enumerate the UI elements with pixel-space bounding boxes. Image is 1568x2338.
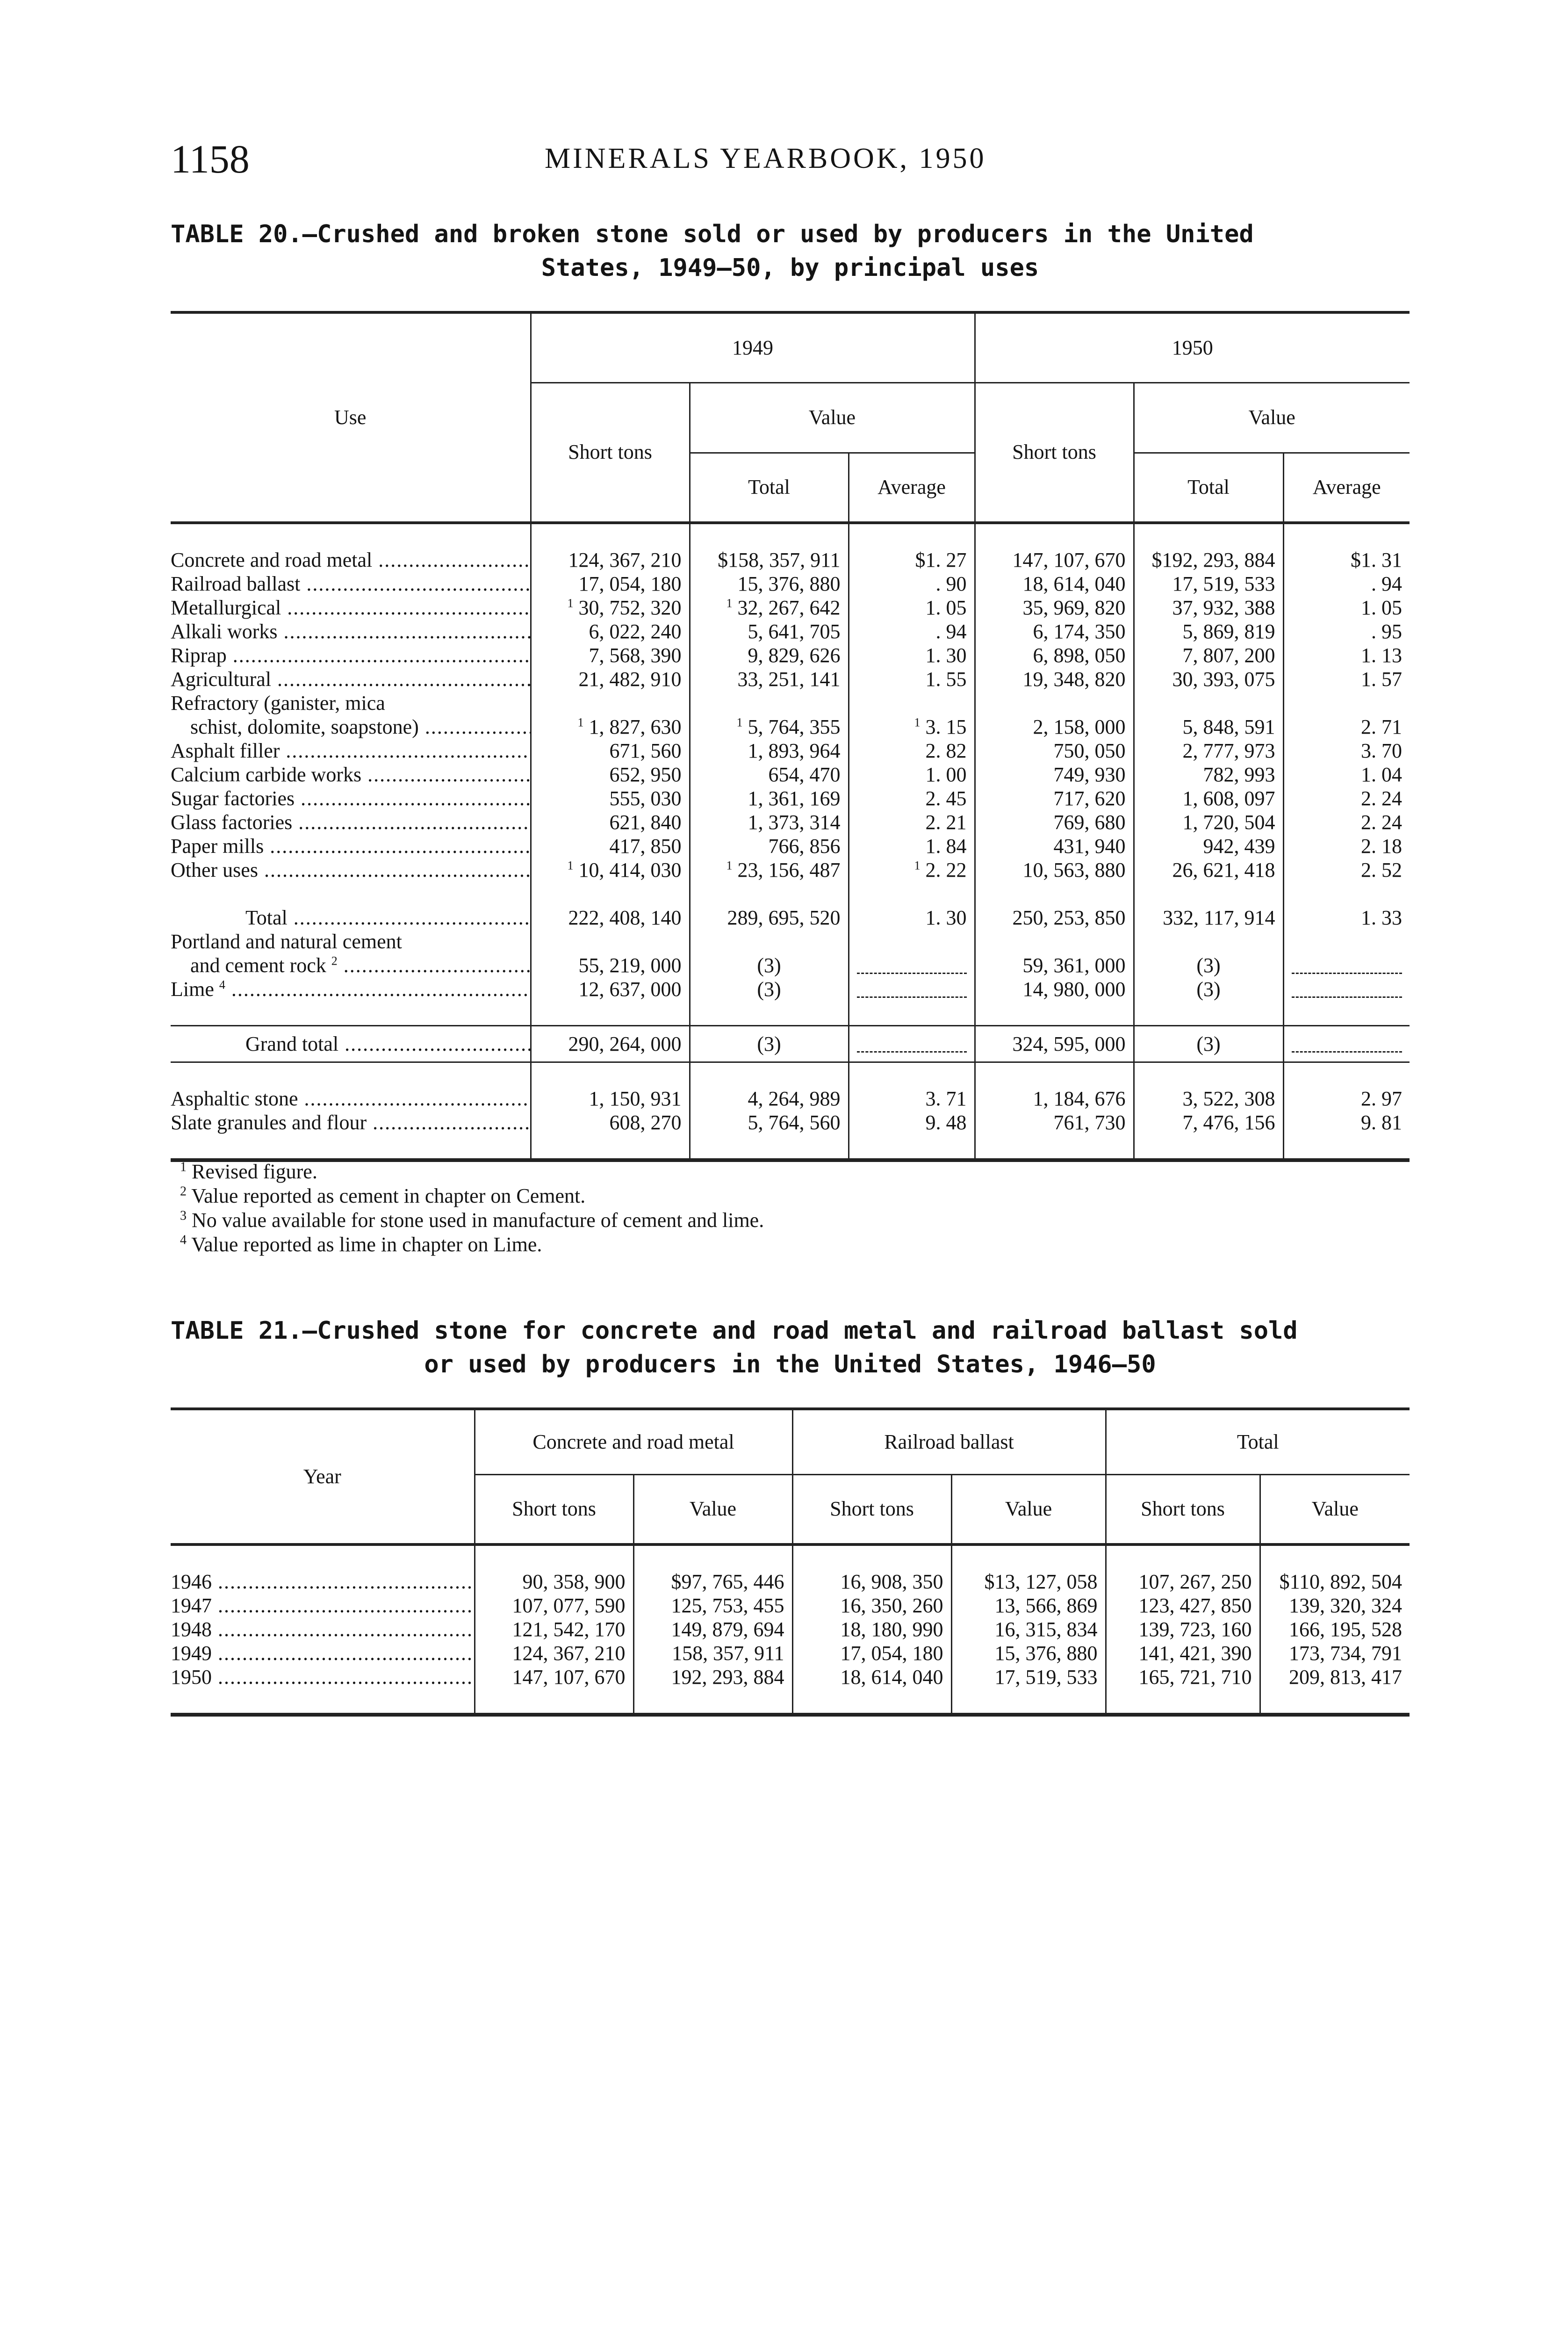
footnotes: [171, 1160, 764, 1257]
footnote-mark: 2: [331, 953, 338, 967]
value-total-1949: 1, 361, 169: [690, 787, 849, 810]
table-20-title-line-1: TABLE 20.—Crushed and broken stone sold or used by producers in the United: [171, 220, 1254, 248]
grand-total-label: Grand total .....: [245, 1032, 531, 1056]
value-total-1949-value: 23, 156, 487: [737, 858, 841, 881]
use-label: Other uses .....: [171, 859, 531, 882]
lime-label-text: Lime: [171, 977, 214, 1001]
tons-1950: 147, 107, 670: [975, 548, 1134, 572]
portland-label-continued: [190, 954, 531, 977]
header-year-1950: 1950: [975, 312, 1410, 382]
value-total-1949: (3): [690, 1026, 849, 1062]
tons-1949: 652, 950: [531, 763, 690, 787]
value-total-1950: 30, 393, 075: [1134, 667, 1283, 691]
tons-1949: 555, 030: [531, 787, 690, 810]
value-average-1949: 1. 00: [849, 763, 975, 787]
table-row-part-1: [171, 691, 1410, 715]
table-row: [171, 787, 1410, 810]
tons-1950: 750, 050: [975, 739, 1134, 763]
header-total-1950: Total: [1134, 453, 1283, 523]
footnote-mark: 1: [914, 858, 921, 872]
ballast-value: 15, 376, 880: [951, 1641, 1106, 1665]
total-row: [171, 906, 1410, 930]
tons-1950: 769, 680: [975, 810, 1134, 834]
year-label: 1946 .....: [171, 1570, 475, 1594]
tons-1949: 608, 270: [531, 1111, 690, 1134]
value-total-1950: 7, 807, 200: [1134, 643, 1283, 667]
table-row: [171, 1594, 1410, 1617]
value-average-1949: . 90: [849, 572, 975, 596]
table-20-body: [171, 523, 1410, 1062]
value-total-1949: $158, 357, 911: [690, 548, 849, 572]
tons-1950: 18, 614, 040: [975, 572, 1134, 596]
tons-1949-value: 10, 414, 030: [578, 858, 682, 881]
total-tons: 107, 267, 250: [1106, 1570, 1260, 1594]
portland-row-part-2: [171, 953, 1410, 977]
footnote-mark: 4: [219, 977, 225, 991]
dash-leader: [857, 984, 967, 998]
value-average-1949: $1. 27: [849, 548, 975, 572]
table-row-part-2: [171, 715, 1410, 739]
value-total-1949: [690, 715, 849, 739]
value-average-1950: . 94: [1283, 572, 1410, 596]
footnote-mark: 1: [567, 858, 574, 872]
value-total-1949: 5, 641, 705: [690, 620, 849, 643]
use-label: Metallurgical .....: [171, 596, 531, 620]
table-row: [171, 1570, 1410, 1594]
value-total-1949: 4, 264, 989: [690, 1087, 849, 1111]
table-row: [171, 1617, 1410, 1641]
value-average-1950: 2. 24: [1283, 810, 1410, 834]
dash-leader: [1292, 1039, 1403, 1053]
value-average-1949: 1. 55: [849, 667, 975, 691]
ballast-tons: 17, 054, 180: [792, 1641, 951, 1665]
value-average-1949: 2. 82: [849, 739, 975, 763]
table-row: [171, 572, 1410, 596]
footnote-mark: 1: [736, 715, 743, 729]
header-average-1949: Average: [849, 453, 975, 523]
header-short-tons-1949: Short tons: [531, 382, 690, 523]
tons-1950: 1, 184, 676: [975, 1087, 1134, 1111]
portland-label-text: and cement rock: [190, 953, 326, 977]
footnote-text: Value reported as lime in chapter on Lime.: [191, 1233, 542, 1256]
tons-1950: 59, 361, 000: [975, 953, 1134, 977]
tons-1950: 431, 940: [975, 834, 1134, 858]
tons-1950: 6, 898, 050: [975, 643, 1134, 667]
table-row: [171, 810, 1410, 834]
table-21: [171, 1407, 1410, 1717]
tons-1949: 417, 850: [531, 834, 690, 858]
tons-1949: 17, 054, 180: [531, 572, 690, 596]
use-label: Slate granules and flour .....: [171, 1111, 531, 1134]
value-total-1950: (3): [1134, 977, 1283, 1001]
value-total-1949: 9, 829, 626: [690, 643, 849, 667]
value-average-1950: 1. 33: [1283, 906, 1410, 930]
table-row: [171, 1111, 1410, 1134]
lime-label: [171, 978, 531, 1001]
lime-row: [171, 977, 1410, 1001]
use-label: Asphaltic stone .....: [171, 1087, 531, 1111]
footnote-mark: 1: [180, 1160, 187, 1175]
tons-1949: 1, 150, 931: [531, 1087, 690, 1111]
total-tons: 141, 421, 390: [1106, 1641, 1260, 1665]
value-average-1949: 1. 30: [849, 906, 975, 930]
value-total-1949: 289, 695, 520: [690, 906, 849, 930]
footnote-mark: 1: [726, 596, 733, 610]
table-20-stone-body: [171, 1062, 1410, 1161]
value-total-1949: 1, 373, 314: [690, 810, 849, 834]
use-label: Alkali works .....: [171, 620, 531, 643]
table-row: [171, 763, 1410, 787]
concrete-value: 125, 753, 455: [633, 1594, 792, 1617]
use-label-continued: schist, dolomite, soapstone) .....: [190, 715, 531, 739]
year-label: 1948 .....: [171, 1618, 475, 1641]
tons-1949-value: 30, 752, 320: [578, 596, 682, 619]
table-row: [171, 596, 1410, 620]
value-total-1950: 37, 932, 388: [1134, 596, 1283, 620]
table-row: [171, 548, 1410, 572]
value-total-1949: [690, 596, 849, 620]
value-average-1950: 1. 04: [1283, 763, 1410, 787]
table-row: [171, 834, 1410, 858]
tons-1949: 671, 560: [531, 739, 690, 763]
page-header: [171, 136, 1410, 187]
value-total-1950: 26, 621, 418: [1134, 858, 1283, 882]
dash-leader: [857, 1039, 967, 1053]
tons-1949: [531, 715, 690, 739]
value-average-1949: 1. 30: [849, 643, 975, 667]
concrete-tons: 121, 542, 170: [475, 1617, 633, 1641]
header-year: Year: [171, 1409, 475, 1544]
tons-1949: 124, 367, 210: [531, 548, 690, 572]
concrete-value: $97, 765, 446: [633, 1570, 792, 1594]
footnote: [171, 1160, 764, 1184]
value-average-1950: $1. 31: [1283, 548, 1410, 572]
value-total-1950: 1, 720, 504: [1134, 810, 1283, 834]
header-total-short-tons: Short tons: [1106, 1474, 1260, 1544]
tons-1949: [531, 596, 690, 620]
value-total-1950: 332, 117, 914: [1134, 906, 1283, 930]
value-average-1949: 9. 48: [849, 1111, 975, 1134]
header-year-1949: 1949: [531, 312, 975, 382]
tons-1950: 14, 980, 000: [975, 977, 1134, 1001]
footnote: [171, 1184, 764, 1208]
tons-1950: 250, 253, 850: [975, 906, 1134, 930]
value-average-1949: 2. 21: [849, 810, 975, 834]
value-total-1949: (3): [690, 977, 849, 1001]
tons-1949: 7, 568, 390: [531, 643, 690, 667]
value-total-1949: 33, 251, 141: [690, 667, 849, 691]
tons-1950: 749, 930: [975, 763, 1134, 787]
value-total-1950: 782, 993: [1134, 763, 1283, 787]
value-average-1950: 2. 52: [1283, 858, 1410, 882]
table-21-header: [171, 1409, 1410, 1544]
value-total-1950: 3, 522, 308: [1134, 1087, 1283, 1111]
header-total-1949: Total: [690, 453, 849, 523]
running-title: MINERALS YEARBOOK, 1950: [545, 143, 986, 174]
value-total-1950: 17, 519, 533: [1134, 572, 1283, 596]
concrete-tons: 124, 367, 210: [475, 1641, 633, 1665]
footnote: [171, 1233, 764, 1257]
footnote: [171, 1208, 764, 1233]
footnote-mark: 1: [567, 596, 574, 610]
footnote-mark: 1: [726, 858, 733, 872]
table-row: [171, 643, 1410, 667]
table-21-body: [171, 1544, 1410, 1715]
grand-total-row: [171, 1026, 1410, 1062]
value-total-1949: 15, 376, 880: [690, 572, 849, 596]
header-total: Total: [1106, 1409, 1410, 1474]
concrete-value: 158, 357, 911: [633, 1641, 792, 1665]
value-total-1949: 654, 470: [690, 763, 849, 787]
total-value: 139, 320, 324: [1260, 1594, 1410, 1617]
value-average-1949: [849, 858, 975, 882]
total-value: $110, 892, 504: [1260, 1570, 1410, 1594]
value-average-1949: 2. 45: [849, 787, 975, 810]
value-total-1950: 5, 869, 819: [1134, 620, 1283, 643]
tons-1949: 621, 840: [531, 810, 690, 834]
value-total-1949: 766, 856: [690, 834, 849, 858]
header-average-1950: Average: [1283, 453, 1410, 523]
table-20-header: [171, 312, 1410, 523]
value-total-1950: 7, 476, 156: [1134, 1111, 1283, 1134]
tons-1950: 717, 620: [975, 787, 1134, 810]
table-row: [171, 667, 1410, 691]
ballast-tons: 16, 350, 260: [792, 1594, 951, 1617]
table-row: [171, 1641, 1410, 1665]
footnote-mark: 3: [180, 1208, 187, 1223]
table-20: [171, 311, 1410, 1162]
footnote-text: Revised figure.: [192, 1160, 317, 1183]
value-total-1950: 1, 608, 097: [1134, 787, 1283, 810]
value-average-1950: 2. 24: [1283, 787, 1410, 810]
tons-1949: [531, 858, 690, 882]
value-total-1949-value: 32, 267, 642: [737, 596, 841, 619]
value-total-1949: 1, 893, 964: [690, 739, 849, 763]
use-label: Calcium carbide works .....: [171, 763, 531, 787]
value-average-1950: 2. 18: [1283, 834, 1410, 858]
footnote-mark: 4: [180, 1233, 187, 1248]
value-average-1950: 9. 81: [1283, 1111, 1410, 1134]
ballast-tons: 18, 614, 040: [792, 1665, 951, 1689]
use-label: Railroad ballast .....: [171, 572, 531, 596]
table-row: [171, 858, 1410, 882]
page-number: 1158: [171, 137, 250, 181]
value-average-1950: 2. 97: [1283, 1087, 1410, 1111]
header-ballast-short-tons: Short tons: [792, 1474, 951, 1544]
value-average-1950: 1. 57: [1283, 667, 1410, 691]
value-average-1949: . 94: [849, 620, 975, 643]
table-21-title: [171, 1314, 1410, 1381]
tons-1949: 222, 408, 140: [531, 906, 690, 930]
footnote-mark: 1: [914, 715, 921, 729]
portland-label: Portland and natural cement: [171, 930, 402, 953]
dash-leader: [1292, 960, 1403, 974]
value-total-1950: 5, 848, 591: [1134, 715, 1283, 739]
value-average-1950: 1. 13: [1283, 643, 1410, 667]
concrete-tons: 147, 107, 670: [475, 1665, 633, 1689]
header-value-1949: Value: [690, 382, 975, 453]
dash-leader: [1292, 984, 1403, 998]
header-ballast-value: Value: [951, 1474, 1106, 1544]
total-tons: 165, 721, 710: [1106, 1665, 1260, 1689]
use-label: Refractory (ganister, mica: [171, 691, 385, 714]
value-average-1949: 1. 84: [849, 834, 975, 858]
year-label: 1947 .....: [171, 1594, 475, 1617]
tons-1950: 6, 174, 350: [975, 620, 1134, 643]
ballast-value: 17, 519, 533: [951, 1665, 1106, 1689]
header-concrete-road-metal: Concrete and road metal: [475, 1409, 792, 1474]
tons-1950: 2, 158, 000: [975, 715, 1134, 739]
year-label: 1949 .....: [171, 1642, 475, 1665]
header-use: Use: [171, 312, 531, 523]
tons-1949: 55, 219, 000: [531, 953, 690, 977]
value-average-1950: 1. 05: [1283, 596, 1410, 620]
use-label: Concrete and road metal .....: [171, 548, 531, 572]
table-row: [171, 620, 1410, 643]
tons-1949: 21, 482, 910: [531, 667, 690, 691]
use-label: Asphalt filler .....: [171, 739, 531, 763]
table-20-title: [171, 217, 1410, 285]
use-label: Paper mills .....: [171, 835, 531, 858]
ballast-value: 13, 566, 869: [951, 1594, 1106, 1617]
use-label: Glass factories .....: [171, 811, 531, 834]
tons-1950: 10, 563, 880: [975, 858, 1134, 882]
value-average-1949: 3. 71: [849, 1087, 975, 1111]
tons-1950: 324, 595, 000: [975, 1026, 1134, 1062]
year-label: 1950 .....: [171, 1666, 475, 1689]
value-average-1950: . 95: [1283, 620, 1410, 643]
footnote-mark: 1: [577, 715, 584, 729]
tons-1950: 35, 969, 820: [975, 596, 1134, 620]
tons-1950: 19, 348, 820: [975, 667, 1134, 691]
total-label: Total .....: [245, 906, 531, 930]
concrete-value: 149, 879, 694: [633, 1617, 792, 1641]
ballast-tons: 18, 180, 990: [792, 1617, 951, 1641]
value-average-1949: 1. 05: [849, 596, 975, 620]
header-concrete-short-tons: Short tons: [475, 1474, 633, 1544]
footnote-text: Value reported as cement in chapter on Cement.: [191, 1184, 586, 1207]
use-label: Sugar factories .....: [171, 787, 531, 810]
value-total-1949-value: 5, 764, 355: [748, 715, 841, 738]
ballast-value: 16, 315, 834: [951, 1617, 1106, 1641]
header-value-1950: Value: [1134, 382, 1410, 453]
value-total-1950: (3): [1134, 1026, 1283, 1062]
footnote-mark: 2: [180, 1184, 187, 1199]
header-short-tons-1950: Short tons: [975, 382, 1134, 523]
use-label: Riprap .....: [171, 644, 531, 667]
value-average-1949-value: 3. 15: [925, 715, 967, 738]
header-concrete-value: Value: [633, 1474, 792, 1544]
concrete-tons: 107, 077, 590: [475, 1594, 633, 1617]
value-average-1949: [849, 715, 975, 739]
value-total-1949: 5, 764, 560: [690, 1111, 849, 1134]
value-total-1950: (3): [1134, 953, 1283, 977]
table-row: [171, 1665, 1410, 1689]
dash-leader: [857, 960, 967, 974]
value-average-1949-value: 2. 22: [925, 858, 967, 881]
total-value: 173, 734, 791: [1260, 1641, 1410, 1665]
table-20-title-line-2: States, 1949–50, by principal uses: [541, 254, 1039, 282]
use-label: Agricultural .....: [171, 668, 531, 691]
ballast-tons: 16, 908, 350: [792, 1570, 951, 1594]
tons-1949: 290, 264, 000: [531, 1026, 690, 1062]
value-average-1950: 3. 70: [1283, 739, 1410, 763]
total-tons: 139, 723, 160: [1106, 1617, 1260, 1641]
total-value: 166, 195, 528: [1260, 1617, 1410, 1641]
value-total-1950: 942, 439: [1134, 834, 1283, 858]
concrete-tons: 90, 358, 900: [475, 1570, 633, 1594]
portland-row-part-1: [171, 930, 1410, 953]
tons-1949: 12, 637, 000: [531, 977, 690, 1001]
total-tons: 123, 427, 850: [1106, 1594, 1260, 1617]
header-total-value: Value: [1260, 1474, 1410, 1544]
table-21-title-line-1: TABLE 21.—Crushed stone for concrete and road metal and railroad ballast sold: [171, 1317, 1298, 1345]
ballast-value: $13, 127, 058: [951, 1570, 1106, 1594]
value-total-1949: [690, 858, 849, 882]
value-total-1950: $192, 293, 884: [1134, 548, 1283, 572]
tons-1950: 761, 730: [975, 1111, 1134, 1134]
table-21-title-line-2: or used by producers in the United States, 1946–50: [424, 1350, 1156, 1378]
value-average-1950: 2. 71: [1283, 715, 1410, 739]
table-row: [171, 739, 1410, 763]
concrete-value: 192, 293, 884: [633, 1665, 792, 1689]
table-row: [171, 1087, 1410, 1111]
footnote-text: No value available for stone used in manufacture of cement and lime.: [192, 1209, 764, 1232]
tons-1949-value: 1, 827, 630: [589, 715, 682, 738]
total-value: 209, 813, 417: [1260, 1665, 1410, 1689]
value-total-1949: (3): [690, 953, 849, 977]
tons-1949: 6, 022, 240: [531, 620, 690, 643]
value-total-1950: 2, 777, 973: [1134, 739, 1283, 763]
header-railroad-ballast: Railroad ballast: [792, 1409, 1106, 1474]
